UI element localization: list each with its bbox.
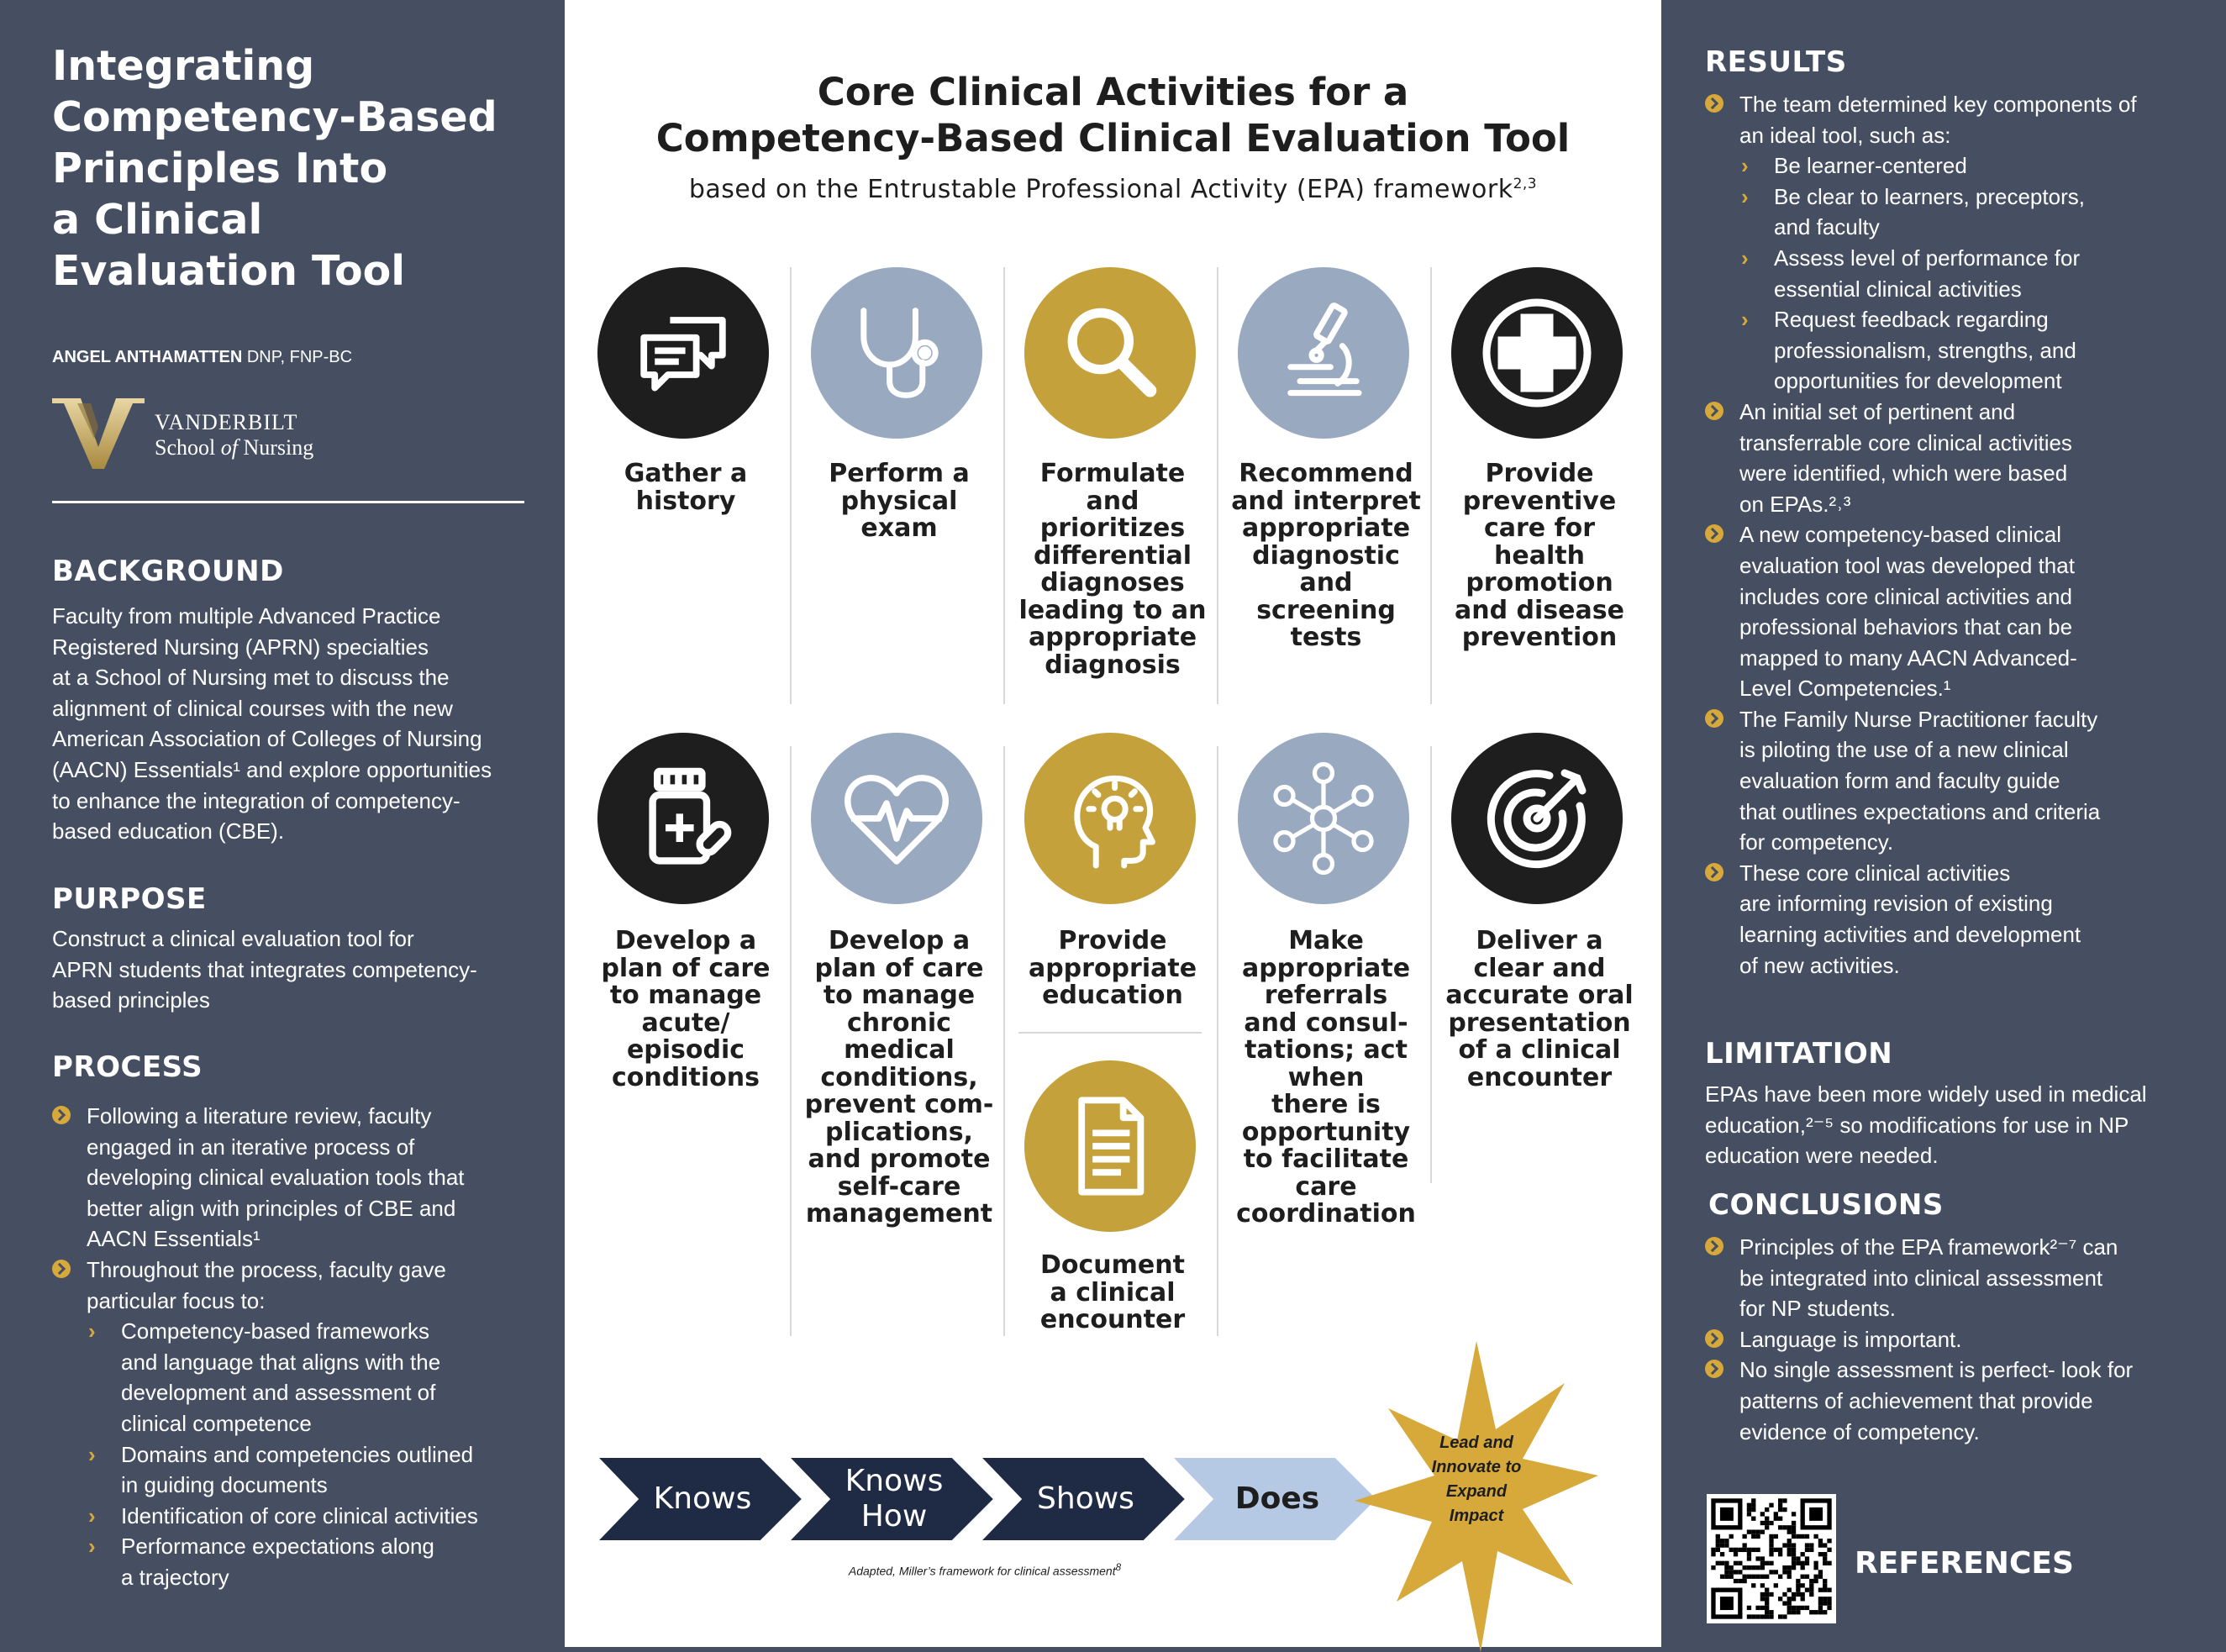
text-line: and language that aligns with the [121,1349,441,1375]
text-line: Assess level of performance for [1774,245,2081,271]
purpose-heading: PURPOSE [52,882,207,916]
limitation-text [1705,1079,2209,1171]
text-line: Registered Nursing (APRN) specialties [52,634,429,660]
activity-label: Recommend and interpret appropriate diagnostic and screening tests [1231,459,1421,652]
activity-label: Gather a history [624,459,748,516]
activity-label: Formulate and prioritizes differential diagnoses leading to an appropriate diagnosis [1018,459,1207,680]
bullet-chevron-icon [1705,863,1723,881]
miller-step-label: Knows [653,1481,752,1516]
head-lightbulb-icon [1024,733,1196,904]
process-heading: PROCESS [52,1050,203,1084]
grid-line [1217,746,1218,1336]
grid-line [1430,746,1432,1183]
text-line: Identification of core clinical activities [121,1502,478,1528]
chevron-right-icon: › [1741,307,1749,333]
list-item [52,1101,556,1255]
poster-title [52,40,539,297]
list-item [1705,397,2209,519]
text-line: Competency-Based [52,93,497,141]
text-line: based education (CBE). [52,818,285,844]
sub-list-item [87,1531,556,1592]
text-line: essential clinical activities [1774,276,2022,302]
bullet-chevron-icon [52,1106,71,1124]
text-line: AACN Essentials¹ [87,1226,260,1252]
background-text [52,601,548,847]
text-line: Be clear to learners, preceptors, [1774,183,2085,209]
medicine-bottle-icon [597,733,769,904]
chevron-right-icon: › [1741,245,1749,271]
text-line: Principles of the EPA framework²⁻⁷ can [1739,1234,2118,1260]
results-heading: RESULTS [1705,45,1847,79]
text-line: Following a literature review, faculty [87,1103,432,1129]
speech-bubbles-icon [597,267,769,439]
text-line: Request feedback regarding [1774,307,2049,333]
center-title: Core Clinical Activities for a Competency-Based Clinical Evaluation Tool [655,70,1571,160]
bullet-chevron-icon [1705,709,1723,728]
target-icon [1451,733,1623,904]
text-line: Principles Into [52,145,388,192]
text-line: be integrated into clinical assessment [1739,1265,2103,1291]
text-line: An initial set of pertinent and [1739,398,2016,424]
activity-label: Document a clinical encounter [1039,1250,1186,1334]
grid-line [1217,267,1218,704]
text-line: Throughout the process, faculty gave [87,1256,446,1282]
text-line: were identified, which were based [1739,460,2068,487]
text-line: The Family Nurse Practitioner faculty [1739,706,2098,732]
list-item [1705,1355,2209,1447]
list-item [1705,1324,2209,1355]
text-line: includes core clinical activities and [1739,583,2072,609]
text-line: evaluation form and faculty guide [1739,768,2060,794]
text-line: education,²⁻⁵ so modifications for use in NP [1705,1112,2129,1138]
chevron-right-icon: › [88,1441,96,1467]
network-icon [1238,733,1409,904]
bullet-chevron-icon [1705,524,1723,543]
qr-code-icon[interactable] [1707,1494,1836,1623]
text-line: Level Competencies.¹ [1739,676,1951,702]
text-line: Construct a clinical evaluation tool for [52,926,414,951]
text-line: to enhance the integration of competency- [52,787,460,813]
miller-step-label: Shows [1037,1481,1134,1516]
text-line: based principles [52,987,210,1013]
list-item [1705,89,2209,150]
text-line: learning activities and development [1739,922,2081,948]
bullet-chevron-icon [1705,1329,1723,1348]
text-line: APRN students that integrates competency- [52,956,477,982]
process-list [52,1101,556,1593]
text-line: Integrating [52,42,315,90]
text-line: particular focus to: [87,1287,266,1313]
grid-line [790,267,792,704]
purpose-text [52,923,548,1016]
grid-line [1430,267,1432,704]
text-line: an ideal tool, such as: [1739,122,1951,148]
center-subtitle: based on the Entrustable Professional Activity (EPA) framework$^{2,3}$ [688,175,1538,204]
text-line: Competency-based frameworks [121,1318,430,1344]
text-line: in guiding documents [121,1472,328,1498]
sub-list-item [1739,150,2209,182]
activity-label: Provide preventive care for health promotion and disease prevention [1455,459,1624,652]
text-line: on EPAs.²˒³ [1739,491,1851,517]
stethoscope-icon [811,267,982,439]
activity-label: Develop a plan of care to manage chronic medical conditions, prevent com- plications, and promote self-care management [804,926,994,1228]
text-line: Language is important. [1739,1326,1962,1352]
activity-label: Develop a plan of care to manage acute/ episodic conditions [601,926,771,1092]
text-line: Evaluation Tool [52,247,406,295]
middle-column [565,0,1661,1647]
logo-name: VANDERBILT [155,410,298,434]
sub-list-item [1739,304,2209,397]
text-line: evidence of competency. [1739,1418,1980,1444]
divider [52,501,524,503]
text-line: Performance expectations along [121,1534,434,1560]
text-line: are informing revision of existing [1739,891,2053,917]
miller-step-label: Knows How [845,1464,944,1534]
text-line: professionalism, strengths, and [1774,337,2076,363]
chevron-right-icon: › [1741,153,1749,179]
sub-list-item [87,1501,556,1532]
text-line: and faculty [1774,214,1880,240]
text-line: Domains and competencies outlined [121,1441,474,1467]
text-line: alignment of clinical courses with the new [52,695,453,721]
author [52,348,352,367]
text-line: developing clinical evaluation tools that [87,1165,465,1191]
logo-school: School of Nursing [155,435,314,460]
text-line: The team determined key components of [1739,92,2137,117]
grid-line [1018,1032,1202,1034]
activity-label: Provide appropriate education [1028,926,1197,1010]
grid-line [1003,746,1005,1336]
grid-line [1003,267,1005,704]
text-line: education were needed. [1705,1143,1939,1169]
bullet-chevron-icon [52,1260,71,1278]
chevron-right-icon: › [88,1318,96,1344]
text-line: patterns of achievement that provide [1739,1387,2093,1413]
vanderbilt-v-icon [52,398,145,469]
bullet-chevron-icon [1705,94,1723,113]
bullet-chevron-icon [1705,1360,1723,1378]
miller-step-label: Does [1234,1481,1320,1516]
text-line: a trajectory [121,1564,229,1590]
text-line: that outlines expectations and criteria [1739,798,2101,824]
sub-list-item [1739,182,2209,243]
text-line: of new activities. [1739,952,1900,978]
references-link[interactable]: REFERENCES [1855,1546,2074,1581]
activity-label: Deliver a clear and accurate oral presentation of a clinical encounter [1445,926,1634,1092]
adapted-caption: Adapted, Miller’s framework for clinical assessment$^8$ [848,1562,1122,1578]
list-item [1705,858,2209,981]
activity-label: Perform a physical exam [829,459,970,543]
text-line: is piloting the use of a new clinical [1739,737,2069,763]
text-line: development and assessment of [121,1380,436,1406]
author-credentials: DNP, FNP-BC [242,348,353,366]
activity-label: Make appropriate referrals and consul- tations; act when there is opportunity to facilitate care coordination [1236,926,1416,1228]
vanderbilt-logo [52,398,355,474]
sub-list-item [87,1439,556,1501]
left-column [0,0,565,1647]
text-line: professional behaviors that can be [1739,614,2073,640]
text-line: These core clinical activities [1739,860,2011,886]
text-line: (AACN) Essentials¹ and explore opportunities [52,756,492,782]
magnifier-icon [1024,267,1196,439]
text-line: EPAs have been more widely used in medical [1705,1081,2147,1107]
results-list [1705,89,2209,981]
text-line: American Association of Colleges of Nursing [52,726,482,752]
sub-list-item [87,1316,556,1439]
chevron-right-icon: › [88,1534,96,1560]
background-heading: BACKGROUND [52,555,284,588]
microscope-icon [1238,267,1409,439]
chevron-right-icon: › [1741,183,1749,209]
bullet-chevron-icon [1705,1237,1723,1255]
conclusions-list [1705,1232,2209,1447]
medical-cross-icon [1451,267,1623,439]
text-line: better align with principles of CBE and [87,1195,456,1221]
text-line: A new competency-based clinical [1739,522,2061,548]
list-item [1705,704,2209,858]
text-line: a Clinical [52,196,263,244]
author-name: ANGEL ANTHAMATTEN [52,348,243,366]
list-item [1705,519,2209,704]
text-line: at a School of Nursing met to discuss the [52,665,450,691]
heartbeat-icon [811,733,982,904]
list-item [52,1255,556,1316]
right-column [1661,0,2226,1647]
document-icon [1024,1060,1196,1232]
starburst-text: Lead and Innovate to Expand Impact [1431,1434,1522,1525]
text-line: engaged in an iterative process of [87,1134,415,1160]
grid-line [790,746,792,1336]
bullet-chevron-icon [1705,402,1723,420]
text-line: for competency. [1739,829,1894,855]
text-line: for NP students. [1739,1296,1896,1322]
sub-list-item [1739,243,2209,304]
conclusions-heading: CONCLUSIONS [1708,1188,1944,1222]
text-line: evaluation tool was developed that [1739,552,2075,578]
text-line: opportunities for development [1774,368,2062,394]
list-item [1705,1232,2209,1324]
text-line: Faculty from multiple Advanced Practice [52,603,441,629]
text-line: Be learner-centered [1774,153,1967,179]
text-line: transferrable core clinical activities [1739,429,2072,455]
text-line: mapped to many AACN Advanced- [1739,644,2077,671]
chevron-right-icon: › [88,1502,96,1528]
text-line: clinical competence [121,1410,312,1436]
text-line: No single assessment is perfect- look for [1739,1357,2134,1383]
limitation-heading: LIMITATION [1705,1037,1893,1071]
